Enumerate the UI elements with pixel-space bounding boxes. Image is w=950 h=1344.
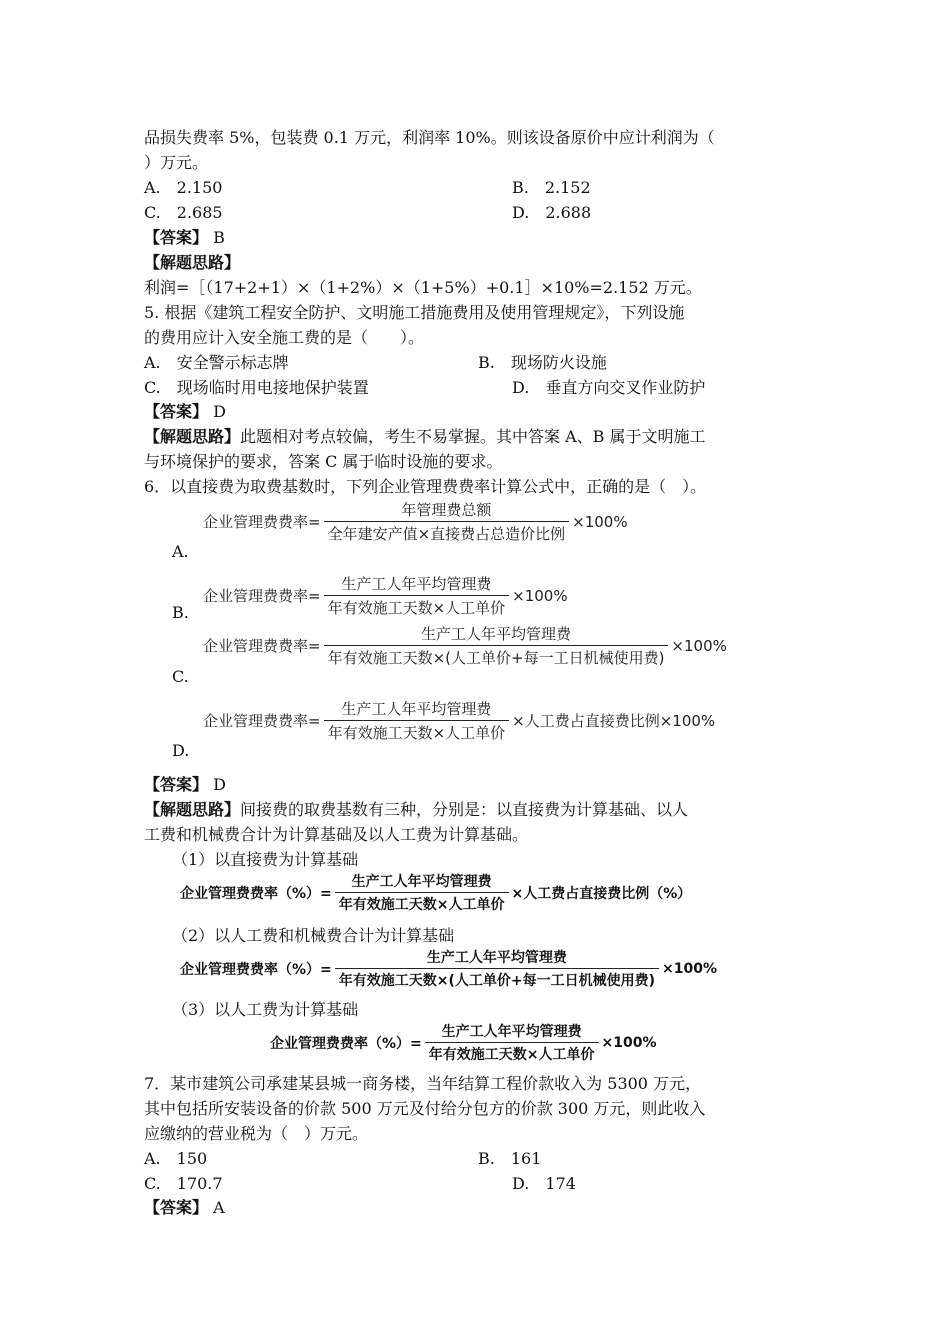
formula-numerator: 生产工人年平均管理费 bbox=[341, 575, 492, 593]
q7-stem-line-2: 其中包括所安装设备的价款 500 万元及付给分包方的价款 300 万元，则此收入 bbox=[144, 1099, 706, 1118]
formula-denominator: 年有效施工天数×人工单价 bbox=[335, 892, 509, 914]
q5-stem-line-2: 的费用应计入安全施工费的是（ ）。 bbox=[144, 328, 425, 347]
formula-tail: ×人工费占直接费比例×100% bbox=[512, 712, 716, 730]
formula-fraction bbox=[335, 947, 659, 990]
answer-value: D bbox=[213, 402, 226, 421]
formula-tail: ×100% bbox=[601, 1034, 657, 1051]
q4-stem-line-1: 品损失费率 5%，包装费 0.1 万元，利润率 10%。则该设备原价中应计利润为（ bbox=[144, 128, 715, 147]
formula-numerator: 生产工人年平均管理费 bbox=[441, 1024, 582, 1040]
analysis-label: 【解题思路】 bbox=[144, 427, 241, 446]
q6-formula-c bbox=[203, 623, 727, 668]
q5-option-c: C. 现场临时用电接地保护装置 bbox=[144, 378, 369, 397]
formula-fraction bbox=[324, 573, 510, 618]
formula-fraction bbox=[324, 499, 570, 544]
formula-lhs: 企业管理费费率（%）= bbox=[180, 961, 332, 978]
q7-stem-line-1: 7．某市建筑公司承建某县城一商务楼，当年结算工程价款收入为 5300 万元， bbox=[144, 1074, 702, 1093]
formula-lhs: 企业管理费费率（%）= bbox=[180, 885, 332, 902]
formula-numerator: 生产工人年平均管理费 bbox=[341, 700, 492, 718]
formula-numerator: 生产工人年平均管理费 bbox=[426, 950, 567, 966]
formula-numerator: 生产工人年平均管理费 bbox=[420, 625, 571, 643]
formula-denominator: 年有效施工天数×人工单价 bbox=[324, 720, 510, 743]
formula-fraction bbox=[324, 623, 669, 668]
formula-tail: ×人工费占直接费比例（%） bbox=[511, 885, 692, 902]
q4-calculation: 利润=［（17+2+1）×（1+2%）×（1+5%）+0.1］×10%=2.152 万元。 bbox=[144, 278, 702, 297]
q6-option-c: C. bbox=[172, 667, 189, 686]
answer-label: 【答案】 bbox=[144, 1198, 209, 1217]
formula-lhs: 企业管理费费率= bbox=[203, 587, 321, 605]
q6-formula-1 bbox=[180, 871, 691, 914]
q6-analysis bbox=[144, 799, 688, 821]
q5-analysis-line-2: 与环境保护的要求，答案 C 属于临时设施的要求。 bbox=[144, 452, 503, 471]
formula-lhs: 企业管理费费率= bbox=[203, 513, 321, 531]
q6-formula-d bbox=[203, 698, 715, 743]
analysis-label: 【解题思路】 bbox=[144, 800, 241, 819]
q5-answer bbox=[144, 401, 226, 423]
q4-option-b: B. 2.152 bbox=[512, 178, 591, 197]
q6-option-a: A. bbox=[172, 542, 189, 561]
q4-answer bbox=[144, 227, 225, 249]
q4-analysis-label: 【解题思路】 bbox=[144, 253, 241, 272]
formula-fraction bbox=[335, 871, 509, 914]
formula-tail: ×100% bbox=[572, 512, 628, 531]
formula-denominator: 年有效施工天数×人工单价 bbox=[324, 595, 510, 618]
answer-label: 【答案】 bbox=[144, 228, 209, 247]
q6-analysis-line-2: 工费和机械费合计为计算基础及以人工费为计算基础。 bbox=[144, 825, 529, 844]
formula-tail: ×100% bbox=[662, 960, 718, 977]
formula-denominator: 全年建安产值×直接费占总造价比例 bbox=[324, 521, 570, 544]
formula-denominator: 年有效施工天数×(人工单价+每一工日机械使用费) bbox=[324, 645, 669, 668]
q4-option-a: A. 2.150 bbox=[144, 178, 223, 197]
q6-formula-a bbox=[203, 499, 628, 544]
q7-option-a: A. 150 bbox=[144, 1149, 208, 1168]
formula-tail: ×100% bbox=[512, 586, 568, 605]
q6-basis-3: （3）以人工费为计算基础 bbox=[172, 1000, 359, 1019]
formula-fraction bbox=[324, 698, 510, 743]
q7-option-d: D. 174 bbox=[512, 1174, 576, 1193]
answer-value: D bbox=[213, 775, 226, 794]
q7-option-b: B. 161 bbox=[478, 1149, 542, 1168]
formula-lhs: 企业管理费费率= bbox=[203, 637, 321, 655]
answer-value: A bbox=[213, 1198, 225, 1217]
analysis-text: 此题相对考点较偏，考生不易掌握。其中答案 A、B 属于文明施工 bbox=[240, 427, 706, 446]
answer-label: 【答案】 bbox=[144, 775, 209, 794]
formula-numerator: 年管理费总额 bbox=[401, 501, 492, 519]
answer-label: 【答案】 bbox=[144, 402, 209, 421]
q4-option-c: C. 2.685 bbox=[144, 203, 223, 222]
q6-formula-3 bbox=[270, 1021, 656, 1064]
q7-option-c: C. 170.7 bbox=[144, 1174, 223, 1193]
formula-fraction bbox=[425, 1021, 599, 1064]
q5-option-b: B. 现场防火设施 bbox=[478, 353, 607, 372]
formula-lhs: 企业管理费费率= bbox=[203, 712, 321, 730]
q5-stem-line-1: 5. 根据《建筑工程安全防护、文明施工措施费用及使用管理规定》，下列设施 bbox=[144, 303, 685, 322]
answer-value: B bbox=[213, 228, 225, 247]
q6-stem: 6．以直接费为取费基数时，下列企业管理费费率计算公式中，正确的是（ ）。 bbox=[144, 477, 707, 496]
q4-stem-line-2: ）万元。 bbox=[144, 153, 209, 172]
q6-option-d: D. bbox=[172, 741, 190, 760]
q4-option-d: D. 2.688 bbox=[512, 203, 592, 222]
formula-denominator: 年有效施工天数×人工单价 bbox=[425, 1042, 599, 1064]
q6-formula-b bbox=[203, 573, 568, 618]
q6-formula-2 bbox=[180, 947, 717, 990]
q6-answer bbox=[144, 774, 226, 796]
q5-option-a: A. 安全警示标志牌 bbox=[144, 353, 289, 372]
formula-denominator: 年有效施工天数×(人工单价+每一工日机械使用费) bbox=[335, 968, 659, 990]
q5-option-d: D. 垂直方向交叉作业防护 bbox=[512, 378, 706, 397]
formula-lhs: 企业管理费费率（%）= bbox=[270, 1035, 422, 1052]
q7-stem-line-3: 应缴纳的营业税为（ ）万元。 bbox=[144, 1124, 369, 1143]
q6-basis-1: （1）以直接费为计算基础 bbox=[172, 850, 359, 869]
q6-option-b: B. bbox=[172, 603, 189, 622]
formula-tail: ×100% bbox=[671, 636, 727, 655]
formula-numerator: 生产工人年平均管理费 bbox=[351, 874, 492, 890]
q7-answer bbox=[144, 1197, 225, 1219]
analysis-text: 间接费的取费基数有三种，分别是：以直接费为计算基础、以人 bbox=[240, 800, 689, 819]
q5-analysis bbox=[144, 426, 706, 448]
q6-basis-2: （2）以人工费和机械费合计为计算基础 bbox=[172, 926, 455, 945]
